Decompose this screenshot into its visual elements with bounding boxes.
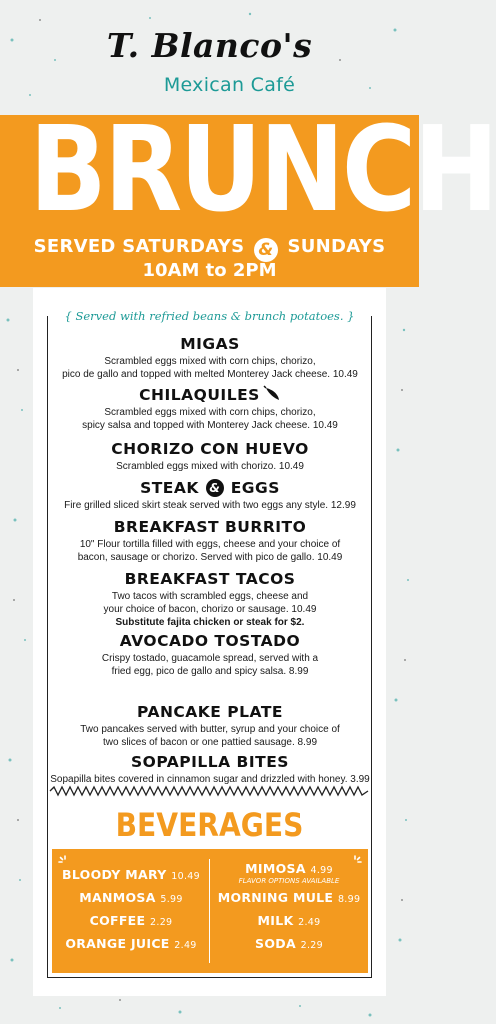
beverages-box [52, 849, 368, 973]
beverage-item [52, 886, 210, 909]
beverage-name: BLOODY MARY [62, 867, 167, 882]
beverages-left-column [52, 863, 210, 955]
menu-item-breakfast-tacos [50, 570, 370, 629]
ampersand-badge: & [254, 238, 278, 262]
item-desc-line: Scrambled eggs mixed with chorizo. 10.49 [116, 461, 304, 472]
beverage-name: MANMOSA [79, 890, 156, 905]
beverage-name: MORNING MULE [217, 890, 334, 905]
menu-item-sopapilla-bites [50, 753, 370, 786]
menu-item-migas [50, 335, 370, 381]
item-description [50, 538, 370, 564]
beverage-price: 5.99 [160, 894, 183, 905]
item-name: AVOCADO TOSTADO [119, 632, 301, 650]
served-days-second: SUNDAYS [287, 236, 386, 257]
item-desc-line: Scrambled eggs mixed with corn chips, chorizo, [104, 407, 316, 418]
item-name: BREAKFAST TACOS [124, 570, 296, 588]
item-description [50, 590, 370, 629]
beverage-item [210, 909, 368, 932]
item-desc-line: Sopapilla bites covered in cinnamon sugar and drizzled with honey. 3.99 [50, 774, 370, 785]
menu-item-chilaquiles [50, 386, 370, 432]
served-days [0, 236, 419, 262]
item-desc-line: two slices of bacon or one pattied sausage. 8.99 [102, 737, 318, 748]
beverages-title: BEVERAGES [115, 806, 304, 844]
item-desc-line: spicy salsa and topped with Monterey Jack cheese. 10.49 [82, 420, 338, 431]
item-description [50, 406, 370, 432]
menu-item-pancake-plate [50, 703, 370, 749]
beverage-price: 10.49 [171, 871, 200, 882]
item-description [50, 652, 370, 678]
menu-item-chorizo-con-huevo [50, 440, 370, 473]
item-desc-line: 10" Flour tortilla filled with eggs, cheese and your choice of [79, 539, 341, 550]
served-time: 10AM to 2PM [142, 260, 277, 281]
chili-pepper-icon [263, 386, 281, 402]
beverage-note: FLAVOR OPTIONS AVAILABLE [238, 877, 340, 885]
beverage-price: 2.29 [150, 917, 173, 928]
item-name: CHORIZO CON HUEVO [111, 440, 309, 458]
page-title: BRUNCH [29, 100, 496, 238]
beverage-item [210, 886, 368, 909]
item-name-text: STEAK [140, 479, 199, 497]
beverage-name: COFFEE [89, 913, 146, 928]
item-name [50, 479, 370, 497]
item-description [50, 499, 370, 512]
item-name: BREAKFAST BURRITO [113, 518, 307, 536]
item-description [50, 723, 370, 749]
item-name: SOPAPILLA BITES [131, 753, 289, 771]
beverage-name: ORANGE JUICE [65, 936, 170, 951]
item-desc-line: bacon, sausage or chorizo. Served with pico de gallo. 10.49 [77, 552, 343, 563]
item-desc-line: Scrambled eggs mixed with corn chips, chorizo, [104, 356, 316, 367]
zigzag-divider [50, 786, 368, 796]
logo-subtitle: Mexican Café [163, 74, 296, 96]
beverage-item [52, 909, 210, 932]
served-days-first: SERVED SATURDAYS [33, 236, 245, 257]
beverage-item [52, 863, 210, 886]
beverage-price: 4.99 [310, 865, 333, 876]
item-name: MIGAS [180, 335, 240, 353]
beverage-price: 2.49 [298, 917, 321, 928]
beverages-right-column [210, 863, 368, 955]
item-desc-line: Crispy tostado, guacamole spread, served with a [101, 653, 319, 664]
ampersand-badge: & [206, 479, 224, 497]
item-name-text: EGGS [230, 479, 280, 497]
beverage-price: 2.49 [174, 940, 197, 951]
item-description [50, 460, 370, 473]
item-desc-line: your choice of bacon, chorizo or sausage. 10.49 [103, 604, 317, 615]
item-upgrade-note: Substitute fajita chicken or steak for $2. [115, 617, 305, 628]
logo-script: T. Blanco's [106, 26, 313, 65]
item-desc-line: Two tacos with scrambled eggs, cheese and [111, 591, 309, 602]
item-desc-line: pico de gallo and topped with melted Monterey Jack cheese. 10.49 [62, 369, 358, 380]
item-name [50, 386, 370, 404]
beverage-item [210, 932, 368, 955]
item-description [50, 773, 370, 786]
beverage-name: MILK [257, 913, 294, 928]
beverage-name: MIMOSA [245, 861, 306, 876]
item-name: PANCAKE PLATE [137, 703, 283, 721]
beverage-price: 8.99 [337, 894, 361, 905]
item-description [50, 355, 370, 381]
beverage-price: 2.29 [300, 940, 323, 951]
beverage-name: SODA [255, 936, 296, 951]
item-desc-line: Two pancakes served with butter, syrup and your choice of [80, 724, 340, 735]
beverage-item [210, 863, 368, 886]
menu-item-avocado-tostado [50, 632, 370, 678]
beverage-item [52, 932, 210, 955]
item-desc-line: fried egg, pico de gallo and spicy salsa. 8.99 [111, 666, 309, 677]
menu-item-steak-eggs [50, 479, 370, 512]
served-with-note: { Served with refried beans & brunch potatoes. } [48, 309, 371, 323]
menu-item-breakfast-burrito [50, 518, 370, 564]
item-name-text: CHILAQUILES [139, 386, 260, 404]
item-desc-line: Fire grilled sliced skirt steak served with two eggs any style. 12.99 [64, 500, 356, 511]
